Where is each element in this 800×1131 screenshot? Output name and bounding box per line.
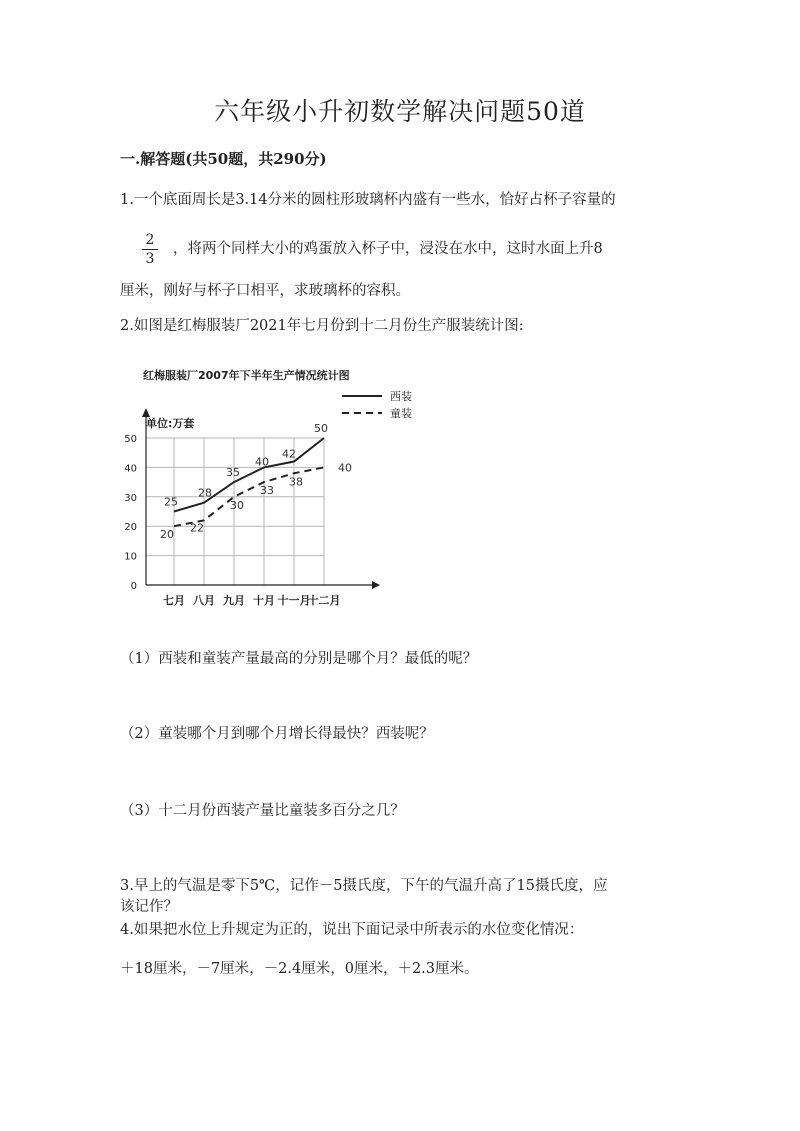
chart-title: 红梅服装厂2007年下半年生产情况统计图: [143, 369, 350, 382]
x-tick-label: 九月: [223, 594, 245, 607]
question-2-sub3: （3）十二月份西装产量比童装多百分之几？: [120, 803, 405, 819]
data-label: 40: [255, 455, 269, 469]
chart-unit-label: 单位:万套: [146, 417, 195, 430]
data-label: 25: [164, 495, 178, 509]
data-label: 38: [289, 475, 303, 489]
chart-labels: [124, 422, 352, 607]
question-3-line1: 3.早上的气温是零下5℃，记作－5摄氏度，下午的气温升高了15摄氏度，应: [120, 878, 608, 894]
x-tick-label: 十月: [253, 594, 275, 607]
question-3-line2: 该记作？: [120, 899, 178, 915]
x-tick-label: 十一月: [277, 594, 311, 607]
x-axis-arrow: [372, 581, 380, 589]
legend-label-suit: 西装: [390, 390, 412, 403]
data-label: 42: [282, 447, 296, 461]
y-tick-label: 30: [124, 492, 137, 504]
question-2-sub1: （1）西装和童装产量最高的分别是哪个月？最低的呢？: [120, 651, 478, 667]
y-tick-label: 40: [124, 463, 137, 475]
x-tick-label: 七月: [163, 594, 185, 607]
fraction-bar: [142, 249, 158, 250]
x-tick-label: 八月: [193, 594, 215, 607]
question-1-text-line3: 厘米，刚好与杯子口相平，求玻璃杯的容积。: [120, 283, 410, 299]
question-4-values: ＋18厘米，－7厘米，－2.4厘米，0厘米，＋2.3厘米。: [120, 961, 479, 977]
y-tick-label: 50: [124, 434, 137, 445]
question-1-text-line2: ，将两个同样大小的鸡蛋放入杯子中，浸没在水中，这时水面上升8: [173, 241, 603, 257]
fraction-denominator: 3: [145, 251, 155, 267]
y-tick-label: 20: [124, 522, 137, 534]
legend-label-kids: 童装: [390, 407, 412, 420]
data-label: 30: [230, 498, 244, 512]
data-label: 22: [190, 521, 204, 535]
data-label: 20: [160, 528, 174, 542]
data-label: 40: [338, 461, 352, 475]
x-tick-label: 十二月: [307, 594, 341, 607]
question-1-text-line1: 1.一个底面周长是3.14分米的圆柱形玻璃杯内盛有一些水，恰好占杯子容量的: [120, 192, 616, 208]
y-tick-label: 0: [130, 581, 137, 592]
section-heading: 一.解答题(共50题，共290分): [120, 150, 327, 168]
page-title: 六年级小升初数学解决问题50道: [214, 97, 586, 126]
y-axis-arrow: [142, 408, 150, 417]
data-label: 50: [314, 422, 328, 435]
data-label: 35: [226, 466, 240, 480]
fraction: [140, 232, 160, 267]
question-2-intro: 2.如图是红梅服装厂2021年七月份到十二月份生产服装统计图:: [120, 318, 524, 334]
y-tick-label: 10: [124, 551, 137, 563]
clothing-production-line-chart: [110, 360, 412, 620]
data-label: 28: [198, 486, 212, 500]
data-label: 33: [260, 484, 274, 498]
question-2-sub2: （2）童装哪个月到哪个月增长得最快？西装呢？: [120, 726, 434, 742]
question-4-intro: 4.如果把水位上升规定为正的，说出下面记录中所表示的水位变化情况：: [120, 922, 584, 938]
fraction-numerator: 2: [145, 232, 155, 248]
